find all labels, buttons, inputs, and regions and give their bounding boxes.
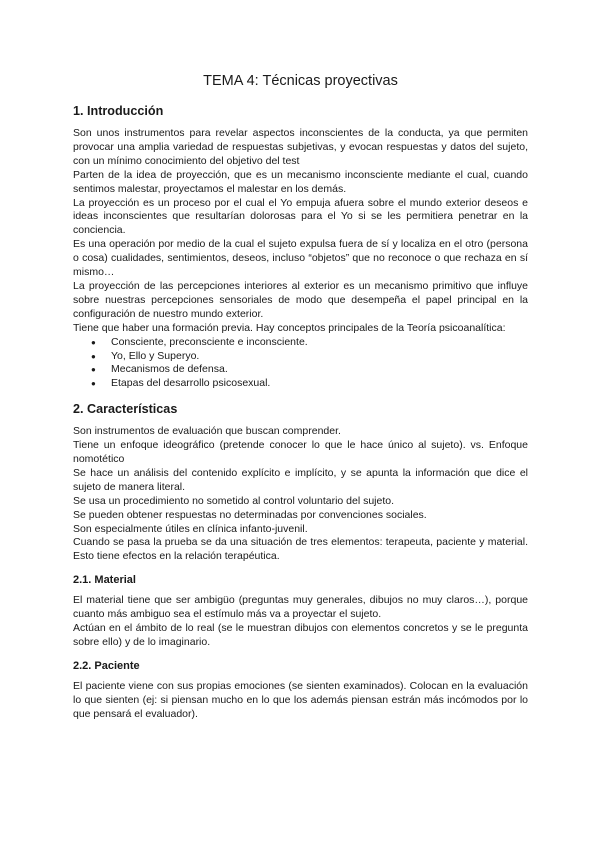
paragraph: Parten de la idea de proyección, que es un mecanismo inconsciente mediante el cual, cuando sentimos malestar, proyectamos el malestar en los demás. (73, 168, 528, 195)
paragraph: Son instrumentos de evaluación que buscan comprender. (73, 425, 341, 438)
list-item: ● Mecanismos de defensa. (111, 363, 528, 377)
subsection-heading-paciente: 2.2. Paciente (73, 659, 140, 672)
section-heading-introduccion: 1. Introducción (73, 104, 164, 118)
concept-list (73, 336, 528, 392)
paragraph: Se pueden obtener respuestas no determinadas por convenciones sociales. (73, 508, 427, 521)
paragraph: El material tiene que ser ambigüo (preguntas muy generales, dibujos no muy claros…), porque cuanto más ambiguo sea el estímulo más va a proyectar el sujeto. (73, 594, 528, 621)
paragraph: Son especialmente útiles en clínica infanto-juvenil. (73, 522, 308, 535)
list-item: ● Consciente, preconsciente e inconsciente. (111, 336, 528, 350)
paragraph: Se usa un procedimiento no sometido al control voluntario del sujeto. (73, 494, 395, 507)
list-item: ● Etapas del desarrollo psicosexual. (111, 377, 528, 391)
paragraph: Es una operación por medio de la cual el sujeto expulsa fuera de sí y localiza en el otro (persona o cosa) cualidades, sentimientos, deseos, incluso “objetos” que no reconoce o que rechaza en sí mismo… (73, 238, 528, 279)
document-title: TEMA 4: Técnicas proyectivas (203, 73, 398, 89)
paragraph: Se hace un análisis del contenido explícito e implícito, y se apunta la información que dice el sujeto de manera literal. (73, 466, 528, 493)
paragraph: Tiene un enfoque ideográfico (pretende conocer lo que le hace único al sujeto). vs. Enfoque nomotético (73, 439, 528, 466)
paragraph: El paciente viene con sus propias emociones (se sienten examinados). Colocan en la evaluación lo que sienten (ej: si piensan mucho en lo que los además piensan estrán más incómodos por lo que pensará el evaluador). (73, 679, 528, 720)
section-heading-caracteristicas: 2. Características (73, 402, 178, 417)
paragraph: Cuando se pasa la prueba se da una situación de tres elementos: terapeuta, paciente y material. Esto tiene efectos en la relación terapéutica. (73, 536, 528, 563)
paragraph: Son unos instrumentos para revelar aspectos inconscientes de la conducta, ya que permiten provocar una amplia variedad de respuestas subjetivas, y evocan respuestas y datos del sujeto, con un mínimo conocimiento del objetivo del test (73, 127, 528, 167)
list-item: ● Yo, Ello y Superyo. (111, 350, 528, 364)
paragraph: Tiene que haber una formación previa. Hay conceptos principales de la Teoría psicoanalítica: (73, 321, 506, 334)
paragraph: Actúan en el ámbito de lo real (se le muestran dibujos con elementos concretos y se le pregunta sobre ello) y de lo imaginario. (73, 622, 528, 648)
paragraph: La proyección es un proceso por el cual el Yo empuja afuera sobre el mundo exterior deseos e ideas inconscientes que resultarían dolorosas para el Yo si se les permitiera penetrar en la conciencia. (73, 196, 528, 237)
paragraph: La proyección de las percepciones interiores al exterior es un mecanismo primitivo que influye sobre nuestras percepciones sensoriales de modo que desempeña el papel principal en la configuración de nuestro mundo exterior. (73, 279, 528, 320)
subsection-heading-material: 2.1. Material (73, 574, 136, 587)
